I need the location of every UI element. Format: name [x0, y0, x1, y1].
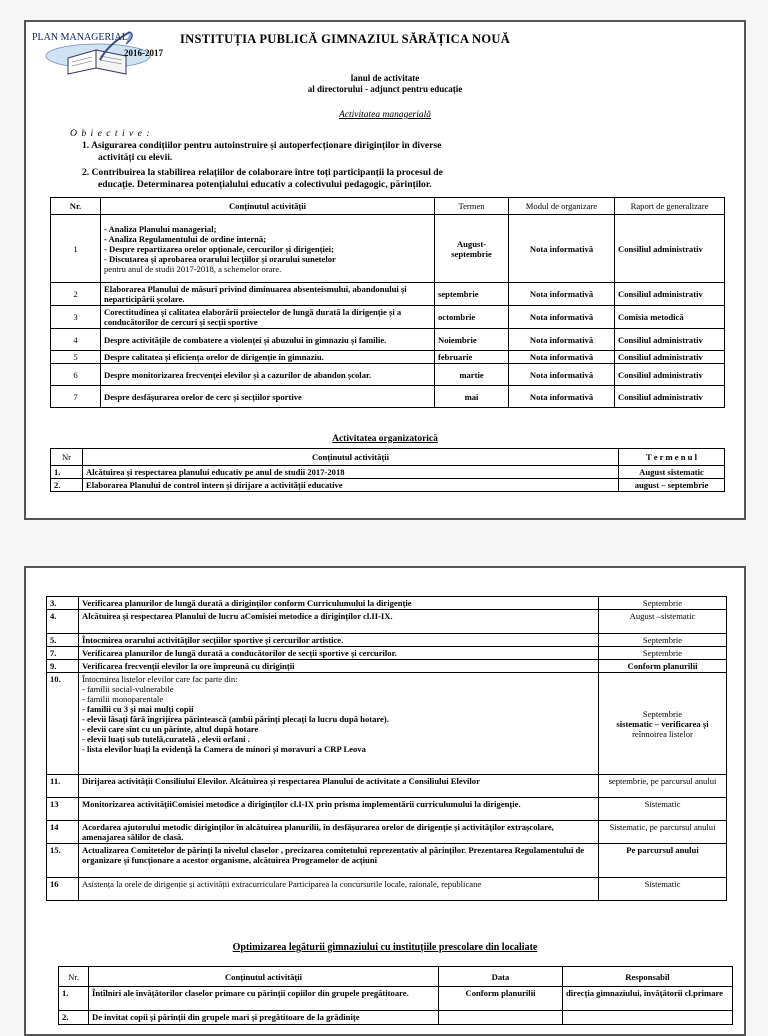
- row-raport: Comisia metodică: [615, 306, 725, 329]
- row-content: Verificarea frecvenții elevilor la ore împreună cu diriginții: [79, 660, 599, 673]
- table-row: [51, 306, 725, 329]
- table-row: [47, 798, 727, 821]
- row-mod: Nota informativă: [509, 386, 615, 408]
- table-row: [47, 647, 727, 660]
- row-raport: Consiliul administrativ: [615, 351, 725, 364]
- row-termen: mai: [435, 386, 509, 408]
- plan-line-2: [26, 84, 744, 94]
- table-row: [47, 597, 727, 610]
- row-nr: 5.: [47, 634, 79, 647]
- row-termen: Septembrie: [599, 597, 727, 610]
- table-row: [47, 878, 727, 901]
- row-line: - Despre repartizarea orelor opționale, cercurilor și dirigenției;: [104, 243, 334, 254]
- objective-line-1: 1. Asigurarea condițiilor pentru autoinstruire și autoperfecționare diriginților în diverse: [82, 140, 442, 151]
- row-content: [79, 673, 599, 775]
- header-content: Conținutul activității: [89, 967, 439, 987]
- table-row: [51, 466, 725, 479]
- row-termen: Pe parcursul anului: [599, 844, 727, 878]
- table-row: [47, 775, 727, 798]
- row-raport: Consiliul administrativ: [615, 215, 725, 283]
- row-data: Conform planurilii: [439, 987, 563, 1011]
- row-nr: 7.: [47, 647, 79, 660]
- row-mod: Nota informativă: [509, 215, 615, 283]
- row-line: - Discutarea și aprobarea orarului lecțiilor și orarului sunetelor: [104, 253, 336, 264]
- header-termen: Termen: [435, 198, 509, 215]
- school-year: 2016-2017: [124, 48, 163, 58]
- logo-text: PLAN MANAGERIAL: [32, 32, 128, 43]
- row-nr: 9.: [47, 660, 79, 673]
- row-termen: Sistematic: [599, 798, 727, 821]
- row-nr: 2.: [59, 1011, 89, 1025]
- row-content: Verificarea planurilor de lungă durată a diriginților conform Curriculumului la dirigenție: [79, 597, 599, 610]
- row-nr: 2.: [51, 479, 83, 492]
- table-row: [51, 215, 725, 283]
- row-termen: martie: [435, 364, 509, 386]
- row-nr: 14: [47, 821, 79, 844]
- row-line: - familii social-vulnerabile: [82, 684, 174, 694]
- row-termen: [599, 673, 727, 775]
- row-nr: 3: [51, 306, 101, 329]
- header-content: Conținutul activității: [101, 198, 435, 215]
- header-data: Data: [439, 967, 563, 987]
- row-line: - lista elevilor luați la evidență la Camera de minori și moravuri a CRP Leova: [82, 744, 366, 754]
- row-nr: 16: [47, 878, 79, 901]
- row-nr: 1: [51, 215, 101, 283]
- row-content: Despre monitorizarea frecvenței elevilor și a cazurilor de abandon școlar.: [101, 364, 435, 386]
- row-line: - elevii luați sub tutelă,curatelă , elevii orfani .: [82, 734, 250, 744]
- row-termen: august – septembrie: [619, 479, 725, 492]
- row-nr: 11.: [47, 775, 79, 798]
- table-row: [51, 386, 725, 408]
- row-nr: 10.: [47, 673, 79, 775]
- row-content: Întîlniri ale învățătorilor claselor primare cu părinții copiilor din grupele pregătitoare.: [89, 987, 439, 1011]
- header-nr: Nr.: [59, 967, 89, 987]
- row-raport: Consiliul administrativ: [615, 283, 725, 306]
- row-line: - Analiza Planului managerial;: [104, 223, 217, 234]
- row-termen: Noiembrie: [435, 329, 509, 351]
- row-content: Actualizarea Comitetelor de părinți la nivelul claselor , precizarea comitetului reprezentativ al părinților. Prezentarea Regulamentului de organizare și funcționare a acestor organisme, alcătuirea Programelor de acțiuni: [79, 844, 599, 878]
- row-nr: 4: [51, 329, 101, 351]
- table-row: [59, 987, 733, 1011]
- header-nr: Nr: [51, 449, 83, 466]
- row-termen: Conform planurilii: [599, 660, 727, 673]
- row-termen-c: reînnoirea listelor: [632, 728, 693, 739]
- row-line: - familii monoparentale: [82, 694, 164, 704]
- plan-line-2-b: adjunct pentru educație: [370, 84, 463, 94]
- row-nr: 13: [47, 798, 79, 821]
- row-termen-b: sistematic – verificarea și: [616, 718, 709, 729]
- plan-line-1: lanul de activitate: [350, 73, 420, 83]
- managerial-activity-table: [50, 197, 725, 408]
- row-content: Despre calitatea și eficiența orelor de dirigenție în gimnaziu.: [101, 351, 435, 364]
- row-content: Elaborarea Planului de măsuri privind diminuarea absenteismului, abandonului și neparticipării școlare.: [101, 283, 435, 306]
- row-termen: Septembrie: [599, 647, 727, 660]
- row-mod: Nota informativă: [509, 351, 615, 364]
- row-mod: Nota informativă: [509, 364, 615, 386]
- row-content: Elaborarea Planului de control intern și dirijare a activității educative: [83, 479, 619, 492]
- row-nr: 3.: [47, 597, 79, 610]
- row-nr: 4.: [47, 610, 79, 634]
- row-line: Întocmirea listelor elevilor care fac parte din:: [82, 674, 238, 684]
- row-responsabil: [563, 1011, 733, 1025]
- table-row: [47, 634, 727, 647]
- row-nr: 7: [51, 386, 101, 408]
- row-termen: Septembrie: [599, 634, 727, 647]
- plan-line-2-a: al directorului -: [307, 84, 371, 94]
- row-content: Dirijarea activității Consiliului Elevilor. Alcătuirea și respectarea Planului de activitate a Consiliului Elevilor: [79, 775, 599, 798]
- row-mod: Nota informativă: [509, 283, 615, 306]
- row-mod: Nota informativă: [509, 306, 615, 329]
- row-raport: Consiliul administrativ: [615, 386, 725, 408]
- row-termen: August-septembrie: [435, 215, 509, 283]
- header-content: Conținutul activității: [83, 449, 619, 466]
- row-mod: Nota informativă: [509, 329, 615, 351]
- row-content: Despre desfășurarea orelor de cerc și secțiilor sportive: [101, 386, 435, 408]
- row-termen-a: Septembrie: [642, 708, 683, 719]
- row-nr: 5: [51, 351, 101, 364]
- row-raport: Consiliul administrativ: [615, 329, 725, 351]
- table-row: [51, 364, 725, 386]
- table-row: [47, 821, 727, 844]
- row-nr: 6: [51, 364, 101, 386]
- row-termen: septembrie: [435, 283, 509, 306]
- table-row: [59, 1011, 733, 1025]
- row-nr: 1.: [59, 987, 89, 1011]
- row-content: Alcătuirea și respectarea planului educativ pe anul de studii 2017-2018: [83, 466, 619, 479]
- row-termen: octombrie: [435, 306, 509, 329]
- table-row: [51, 479, 725, 492]
- row-content: Corectitudinea și calitatea elaborării proiectelor de lungă durată la dirigenție și a conducătorilor de cercuri și secții sportive: [101, 306, 435, 329]
- preschool-cooperation-table: [58, 966, 733, 1025]
- row-line: - familii cu 3 și mai mulți copii: [82, 704, 194, 714]
- table-row: [51, 283, 725, 306]
- row-termen: August sistematic: [619, 466, 725, 479]
- table-row: [47, 660, 727, 673]
- row-data: [439, 1011, 563, 1025]
- section-title-preschool: Optimizarea legăturii gimnaziului cu instituțiile prescolare din localiate: [232, 942, 538, 953]
- document-page-2: [24, 566, 746, 1036]
- header-mod: Modul de organizare: [509, 198, 615, 215]
- row-responsabil: direcția gimnaziului, învățătorii cl.primare: [563, 987, 733, 1011]
- table-row: [51, 351, 725, 364]
- row-content: Despre activitățile de combatere a violenței și abuzului în gimnaziu și familie.: [101, 329, 435, 351]
- row-line: - elevii lăsați fără îngrijirea părintească (ambii părinți plecați la lucru după hotare).: [82, 714, 389, 724]
- organizational-activity-table: [50, 448, 725, 492]
- header-termen: T e r m e n u l: [619, 449, 725, 466]
- row-line: - elevii care sînt cu un părinte, altul după hotare: [82, 724, 259, 734]
- table-row: [47, 673, 727, 775]
- objective-line-4: educație. Determinarea potențialului educativ a colectivului pedagogic, părinților.: [98, 179, 432, 190]
- row-content: Monitorizarea activitățiiComisiei metodice a diriginților cl.I-IX prin prisma implementării curriculumului la dirigenție.: [79, 798, 599, 821]
- row-content: Acordarea ajutorului metodic diriginților în alcătuirea planurilii, în desfășurarea orelor de dirigenție și activităților extrașcolare, amenajarea sălilor de clasă.: [79, 821, 599, 844]
- row-nr: 15.: [47, 844, 79, 878]
- row-line: - Analiza Regulamentului de ordine internă;: [104, 233, 267, 244]
- row-termen: Sistematic, pe parcursul anului: [599, 821, 727, 844]
- table-header-row: [51, 198, 725, 215]
- row-termen: August –sistematic: [599, 610, 727, 634]
- header-nr: Nr.: [51, 198, 101, 215]
- objective-line-2: activități cu elevii.: [98, 152, 173, 163]
- section-title-organizational: Activitatea organizatorică: [332, 434, 438, 444]
- row-content: Asistența la orele de dirigenție și activității extracurriculare Participarea la concursurile locale, raionale, republicane: [79, 878, 599, 901]
- table-header-row: [51, 449, 725, 466]
- header-raport: Raport de generalizare: [615, 198, 725, 215]
- row-termen: februarie: [435, 351, 509, 364]
- row-content: Verificarea planurilor de lungă durată a conducătorilor de secții sportive și cercurilor.: [79, 647, 599, 660]
- row-content: Întocmirea orarului activităților secțiilor sportive și cercurilor artistice.: [79, 634, 599, 647]
- row-termen: Sistematic: [599, 878, 727, 901]
- row-nr: 1.: [51, 466, 83, 479]
- row-line: pentru anul de studii 2017-2018, a schemelor orare.: [104, 263, 282, 274]
- table-row: [51, 329, 725, 351]
- row-termen: septembrie, pe parcursul anului: [599, 775, 727, 798]
- table-header-row: [59, 967, 733, 987]
- document-page-1: [24, 20, 746, 520]
- institution-title: INSTITUȚIA PUBLICĂ GIMNAZIUL SĂRĂȚICA NOUĂ: [180, 32, 511, 46]
- row-content: Alcătuirea și respectarea Planului de lucru aComisiei metodice a diriginților cl.II-IX.: [79, 610, 599, 634]
- row-raport: Consiliul administrativ: [615, 364, 725, 386]
- header-responsabil: Responsabil: [563, 967, 733, 987]
- section-title-managerial: Activitatea managerială: [338, 110, 432, 120]
- table-row: [47, 844, 727, 878]
- organizational-activity-table-continued: [46, 596, 727, 901]
- row-content: De invitat copii și părinții din grupele mari și pregătitoare de la grădinițe: [89, 1011, 439, 1025]
- row-nr: 2: [51, 283, 101, 306]
- row-content: [101, 215, 435, 283]
- table-row: [47, 610, 727, 634]
- objectives-label: O b i e c t i v e :: [70, 128, 151, 139]
- objective-line-3: 2. Contribuirea la stabilirea relațiilor de colaborare între toți participanții la procesul de: [82, 167, 443, 178]
